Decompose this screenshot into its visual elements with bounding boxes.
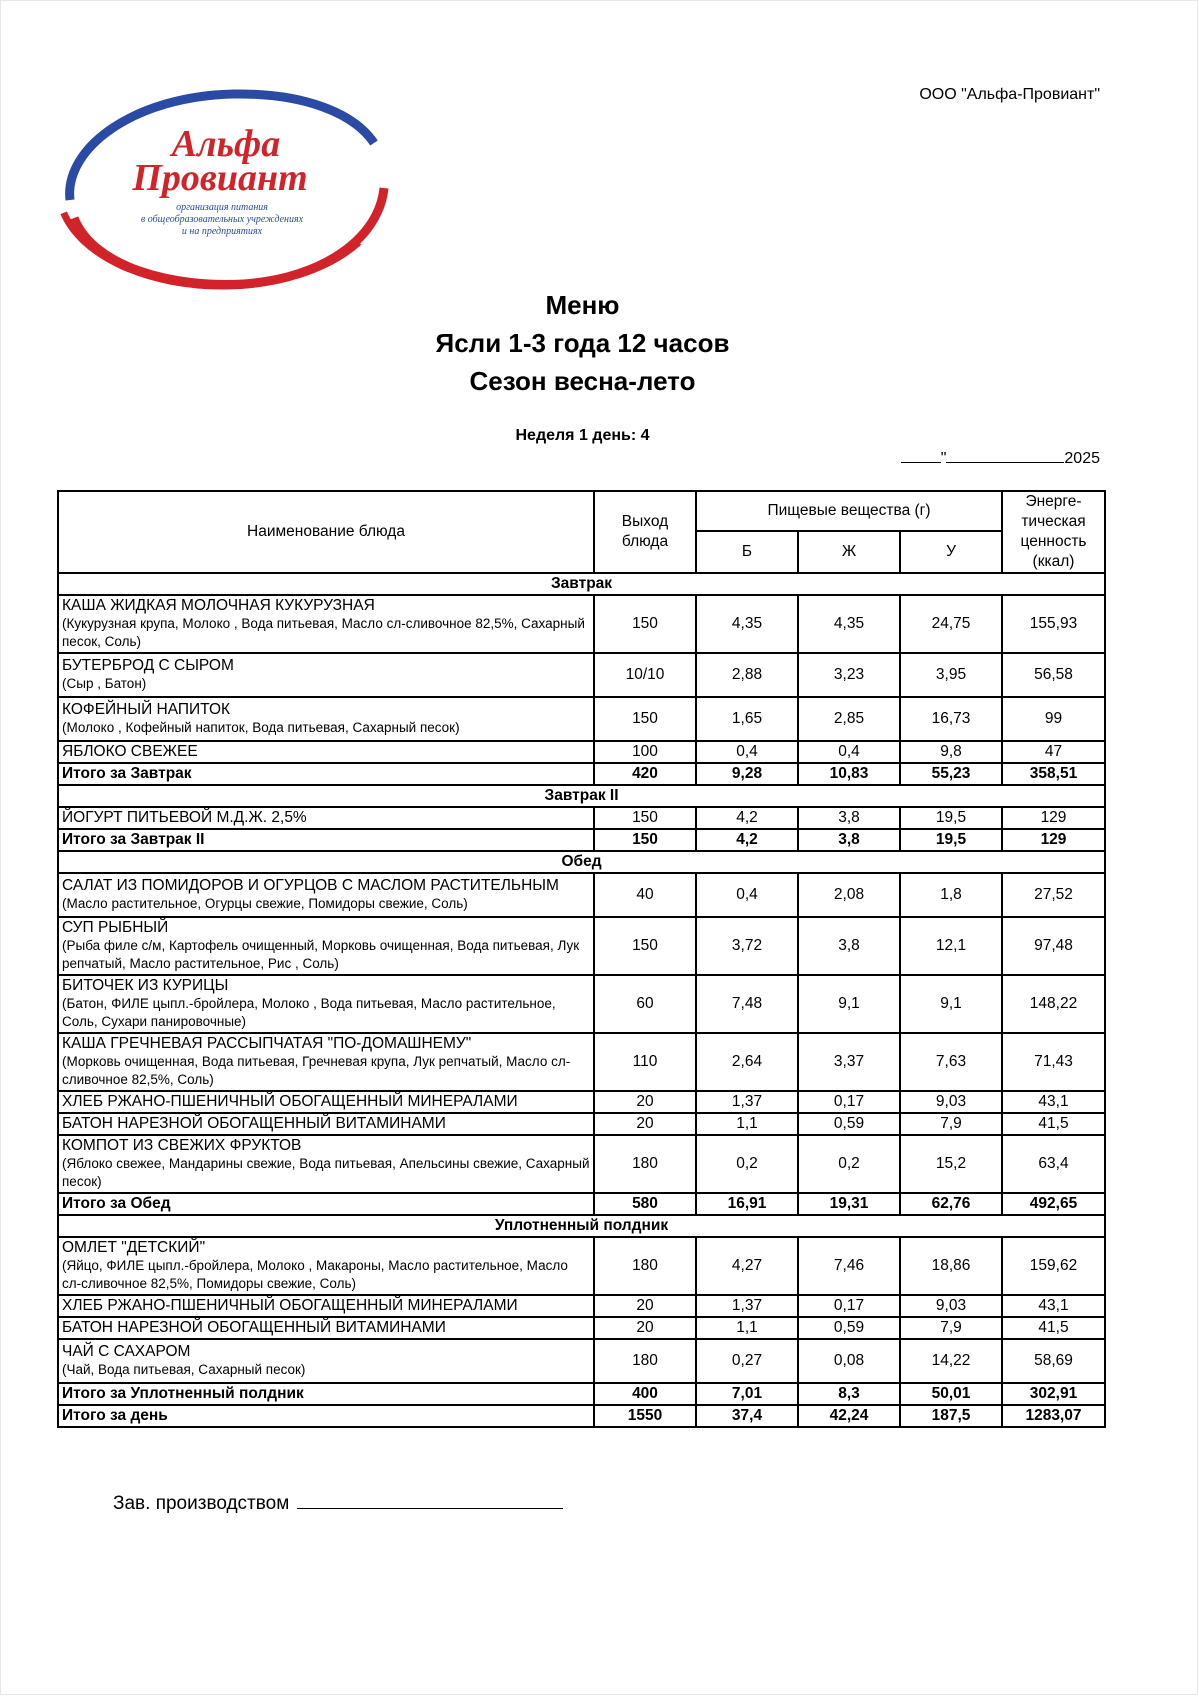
cell-yield: 60 — [594, 975, 696, 1033]
cell-b: 2,64 — [696, 1033, 798, 1091]
cell-kcal: 129 — [1002, 807, 1105, 829]
cell-b: 4,2 — [696, 807, 798, 829]
section-header-row — [58, 851, 1105, 873]
cell-yield: 20 — [594, 1317, 696, 1339]
cell-b: 0,27 — [696, 1339, 798, 1383]
dish-title: БУТЕРБРОД С СЫРОМ — [62, 657, 234, 674]
dish-name-cell — [58, 1135, 594, 1193]
dish-name-cell — [58, 1317, 594, 1339]
cell-zh: 3,8 — [798, 829, 900, 851]
cell-u: 24,75 — [900, 595, 1002, 653]
dish-row — [58, 697, 1105, 741]
day-total-label: Итого за день — [58, 1405, 594, 1427]
cell-yield: 180 — [594, 1237, 696, 1295]
section-total-row — [58, 829, 1105, 851]
cell-zh: 3,8 — [798, 917, 900, 975]
cell-yield: 150 — [594, 917, 696, 975]
cell-zh: 7,46 — [798, 1237, 900, 1295]
dish-title: КОМПОТ ИЗ СВЕЖИХ ФРУКТОВ — [62, 1137, 302, 1154]
col-header-b: Б — [696, 531, 798, 573]
dish-name-cell — [58, 595, 594, 653]
dish-name-cell — [58, 1295, 594, 1317]
cell-u: 7,9 — [900, 1317, 1002, 1339]
dish-row — [58, 595, 1105, 653]
date-day-blank — [901, 448, 941, 463]
cell-yield: 400 — [594, 1383, 696, 1405]
cell-yield: 40 — [594, 873, 696, 917]
cell-yield: 20 — [594, 1295, 696, 1317]
dish-ingredients: (Чай, Вода питьевая, Сахарный песок) — [62, 1362, 306, 1377]
dish-title: ЯБЛОКО СВЕЖЕЕ — [62, 743, 198, 760]
cell-zh: 9,1 — [798, 975, 900, 1033]
total-label: Итого за Обед — [58, 1193, 594, 1215]
dish-title: ЧАЙ С САХАРОМ — [62, 1343, 191, 1360]
dish-name-cell — [58, 807, 594, 829]
cell-kcal: 41,5 — [1002, 1113, 1105, 1135]
day-total-row — [58, 1405, 1105, 1427]
cell-b: 16,91 — [696, 1193, 798, 1215]
section-title: Завтрак — [58, 573, 1105, 595]
cell-kcal: 71,43 — [1002, 1033, 1105, 1091]
section-title: Завтрак II — [58, 785, 1105, 807]
cell-yield: 20 — [594, 1091, 696, 1113]
cell-kcal: 302,91 — [1002, 1383, 1105, 1405]
cell-b: 7,01 — [696, 1383, 798, 1405]
cell-u: 19,5 — [900, 807, 1002, 829]
cell-kcal: 148,22 — [1002, 975, 1105, 1033]
cell-zh: 3,23 — [798, 653, 900, 697]
cell-kcal: 159,62 — [1002, 1237, 1105, 1295]
cell-zh: 0,2 — [798, 1135, 900, 1193]
date-line — [901, 448, 1100, 468]
dish-title: КОФЕЙНЫЙ НАПИТОК — [62, 701, 231, 718]
cell-zh: 3,37 — [798, 1033, 900, 1091]
dish-row — [58, 917, 1105, 975]
dish-title: САЛАТ ИЗ ПОМИДОРОВ И ОГУРЦОВ С МАСЛОМ РАСТИТЕЛЬНЫМ — [62, 877, 559, 894]
cell-kcal: 358,51 — [1002, 763, 1105, 785]
dish-row — [58, 1135, 1105, 1193]
cell-yield: 580 — [594, 1193, 696, 1215]
cell-zh: 2,85 — [798, 697, 900, 741]
dish-ingredients: (Морковь очищенная, Вода питьевая, Гречневая крупа, Лук репчатый, Масло сл-сливочное 82,5%, Соль) — [62, 1054, 571, 1087]
cell-u: 1,8 — [900, 873, 1002, 917]
cell-kcal: 99 — [1002, 697, 1105, 741]
section-total-row — [58, 1383, 1105, 1405]
dish-name-cell — [58, 1339, 594, 1383]
cell-zh: 0,59 — [798, 1113, 900, 1135]
cell-zh: 2,08 — [798, 873, 900, 917]
cell-u: 62,76 — [900, 1193, 1002, 1215]
cell-zh: 42,24 — [798, 1405, 900, 1427]
cell-yield: 150 — [594, 595, 696, 653]
cell-yield: 20 — [594, 1113, 696, 1135]
company-logo — [54, 88, 390, 292]
cell-yield: 420 — [594, 763, 696, 785]
dish-title: ЙОГУРТ ПИТЬЕВОЙ М.Д.Ж. 2,5% — [62, 809, 307, 826]
cell-b: 37,4 — [696, 1405, 798, 1427]
dish-row — [58, 1033, 1105, 1091]
cell-zh: 8,3 — [798, 1383, 900, 1405]
dish-title: ОМЛЕТ "ДЕТСКИЙ" — [62, 1239, 206, 1256]
cell-yield: 180 — [594, 1339, 696, 1383]
dish-title: БИТОЧЕК ИЗ КУРИЦЫ — [62, 977, 229, 994]
date-year: 2025 — [1064, 450, 1100, 467]
menu-subtitle: Ясли 1-3 года 12 часов — [435, 328, 730, 358]
cell-u: 18,86 — [900, 1237, 1002, 1295]
cell-u: 3,95 — [900, 653, 1002, 697]
logo-title-2: Провиант — [132, 157, 308, 199]
section-header-row — [58, 573, 1105, 595]
col-header-yield: Выход блюда — [594, 491, 696, 573]
section-total-row — [58, 1193, 1105, 1215]
dish-name-cell — [58, 1113, 594, 1135]
signature-line — [297, 1492, 563, 1509]
dish-ingredients: (Кукурузная крупа, Молоко , Вода питьевая, Масло сл-сливочное 82,5%, Сахарный песок, Соль) — [62, 616, 585, 649]
signature-block — [113, 1492, 563, 1515]
dish-row — [58, 1091, 1105, 1113]
cell-zh: 0,59 — [798, 1317, 900, 1339]
dish-row — [58, 975, 1105, 1033]
dish-name-cell — [58, 873, 594, 917]
dish-name-cell — [58, 653, 594, 697]
dish-row — [58, 1237, 1105, 1295]
cell-kcal: 41,5 — [1002, 1317, 1105, 1339]
dish-row — [58, 1317, 1105, 1339]
dish-title: СУП РЫБНЫЙ — [62, 919, 169, 936]
cell-kcal: 43,1 — [1002, 1091, 1105, 1113]
cell-kcal: 47 — [1002, 741, 1105, 763]
cell-zh: 0,08 — [798, 1339, 900, 1383]
dish-title: КАША ЖИДКАЯ МОЛОЧНАЯ КУКУРУЗНАЯ — [62, 597, 375, 614]
dish-name-cell — [58, 697, 594, 741]
section-total-row — [58, 763, 1105, 785]
cell-b: 3,72 — [696, 917, 798, 975]
dish-row — [58, 1339, 1105, 1383]
signature-label: Зав. производством — [113, 1493, 290, 1514]
section-title: Обед — [58, 851, 1105, 873]
cell-b: 1,37 — [696, 1091, 798, 1113]
cell-b: 0,2 — [696, 1135, 798, 1193]
cell-kcal: 492,65 — [1002, 1193, 1105, 1215]
cell-b: 1,1 — [696, 1317, 798, 1339]
cell-kcal: 27,52 — [1002, 873, 1105, 917]
cell-u: 14,22 — [900, 1339, 1002, 1383]
dish-name-cell — [58, 1237, 594, 1295]
dish-row — [58, 741, 1105, 763]
total-label: Итого за Завтрак — [58, 763, 594, 785]
cell-u: 50,01 — [900, 1383, 1002, 1405]
cell-b: 4,2 — [696, 829, 798, 851]
cell-zh: 10,83 — [798, 763, 900, 785]
dish-title: БАТОН НАРЕЗНОЙ ОБОГАЩЕННЫЙ ВИТАМИНАМИ — [62, 1319, 446, 1336]
cell-kcal: 58,69 — [1002, 1339, 1105, 1383]
cell-b: 0,4 — [696, 873, 798, 917]
dish-row — [58, 653, 1105, 697]
section-header-row — [58, 1215, 1105, 1237]
dish-ingredients: (Молоко , Кофейный напиток, Вода питьевая, Сахарный песок) — [62, 720, 460, 735]
cell-u: 16,73 — [900, 697, 1002, 741]
table-body — [58, 573, 1105, 1427]
logo-sub-2: в общеобразовательных учреждениях — [140, 214, 304, 225]
cell-zh: 19,31 — [798, 1193, 900, 1215]
cell-b: 4,35 — [696, 595, 798, 653]
dish-name-cell — [58, 1033, 594, 1091]
cell-b: 7,48 — [696, 975, 798, 1033]
cell-u: 12,1 — [900, 917, 1002, 975]
cell-b: 1,1 — [696, 1113, 798, 1135]
table-header — [58, 491, 1105, 573]
cell-kcal: 43,1 — [1002, 1295, 1105, 1317]
dish-ingredients: (Яблоко свежее, Мандарины свежие, Вода питьевая, Апельсины свежие, Сахарный песок) — [62, 1156, 590, 1189]
col-header-energy: Энерге-тическая ценность (ккал) — [1002, 491, 1105, 573]
logo-sub-1: организация питания — [176, 202, 268, 213]
total-label: Итого за Завтрак II — [58, 829, 594, 851]
cell-b: 2,88 — [696, 653, 798, 697]
cell-u: 7,9 — [900, 1113, 1002, 1135]
cell-kcal: 63,4 — [1002, 1135, 1105, 1193]
cell-yield: 150 — [594, 807, 696, 829]
dish-title: КАША ГРЕЧНЕВАЯ РАССЫПЧАТАЯ "ПО-ДОМАШНЕМУ" — [62, 1035, 472, 1052]
dish-name-cell — [58, 741, 594, 763]
logo-sub-3: и на предприятиях — [181, 226, 263, 237]
cell-u: 7,63 — [900, 1033, 1002, 1091]
cell-zh: 0,4 — [798, 741, 900, 763]
cell-yield: 150 — [594, 697, 696, 741]
cell-u: 9,03 — [900, 1091, 1002, 1113]
col-header-zh: Ж — [798, 531, 900, 573]
col-header-name: Наименование блюда — [58, 491, 594, 573]
section-title: Уплотненный полдник — [58, 1215, 1105, 1237]
cell-u: 9,8 — [900, 741, 1002, 763]
cell-yield: 180 — [594, 1135, 696, 1193]
cell-kcal: 1283,07 — [1002, 1405, 1105, 1427]
col-header-u: У — [900, 531, 1002, 573]
cell-b: 1,65 — [696, 697, 798, 741]
cell-b: 4,27 — [696, 1237, 798, 1295]
cell-u: 187,5 — [900, 1405, 1002, 1427]
company-name: ООО "Альфа-Провиант" — [919, 86, 1100, 103]
cell-kcal: 97,48 — [1002, 917, 1105, 975]
cell-b: 1,37 — [696, 1295, 798, 1317]
cell-u: 15,2 — [900, 1135, 1002, 1193]
cell-b: 9,28 — [696, 763, 798, 785]
cell-kcal: 155,93 — [1002, 595, 1105, 653]
logo-title-1: Альфа — [171, 123, 281, 165]
cell-yield: 110 — [594, 1033, 696, 1091]
cell-u: 55,23 — [900, 763, 1002, 785]
cell-zh: 0,17 — [798, 1295, 900, 1317]
dish-name-cell — [58, 917, 594, 975]
dish-title: ХЛЕБ РЖАНО-ПШЕНИЧНЫЙ ОБОГАЩЕННЫЙ МИНЕРАЛАМИ — [62, 1093, 518, 1110]
week-day: Неделя 1 день: 4 — [515, 427, 650, 444]
dish-title: ХЛЕБ РЖАНО-ПШЕНИЧНЫЙ ОБОГАЩЕННЫЙ МИНЕРАЛАМИ — [62, 1297, 518, 1314]
cell-u: 9,1 — [900, 975, 1002, 1033]
cell-b: 0,4 — [696, 741, 798, 763]
dish-row — [58, 807, 1105, 829]
dish-name-cell — [58, 1091, 594, 1113]
section-header-row — [58, 785, 1105, 807]
dish-row — [58, 1295, 1105, 1317]
col-header-nutrients: Пищевые вещества (г) — [696, 491, 1002, 531]
dish-ingredients: (Сыр , Батон) — [62, 676, 147, 691]
cell-u: 9,03 — [900, 1295, 1002, 1317]
cell-kcal: 129 — [1002, 829, 1105, 851]
menu-table — [57, 490, 1106, 1428]
menu-title: Меню — [545, 290, 620, 320]
cell-zh: 3,8 — [798, 807, 900, 829]
cell-yield: 1550 — [594, 1405, 696, 1427]
cell-u: 19,5 — [900, 829, 1002, 851]
dish-ingredients: (Рыба филе с/м, Картофель очищенный, Морковь очищенная, Вода питьевая, Лук репчатый, Масло растительное, Рис , Соль) — [62, 938, 580, 971]
cell-kcal: 56,58 — [1002, 653, 1105, 697]
cell-yield: 150 — [594, 829, 696, 851]
date-quote: " — [940, 450, 947, 467]
cell-zh: 4,35 — [798, 595, 900, 653]
cell-zh: 0,17 — [798, 1091, 900, 1113]
menu-season: Сезон весна-лето — [469, 366, 696, 396]
dish-name-cell — [58, 975, 594, 1033]
date-month-blank — [946, 448, 1064, 463]
dish-row — [58, 1113, 1105, 1135]
dish-title: БАТОН НАРЕЗНОЙ ОБОГАЩЕННЫЙ ВИТАМИНАМИ — [62, 1115, 446, 1132]
dish-ingredients: (Яйцо, ФИЛЕ цыпл.-бройлера, Молоко , Макароны, Масло растительное, Масло сл-сливочное 82,5%, Помидоры свежие, Соль) — [62, 1258, 568, 1291]
dish-ingredients: (Батон, ФИЛЕ цыпл.-бройлера, Молоко , Вода питьевая, Масло растительное, Соль, Сухари панировочные) — [62, 996, 556, 1029]
cell-yield: 100 — [594, 741, 696, 763]
dish-row — [58, 873, 1105, 917]
cell-yield: 10/10 — [594, 653, 696, 697]
dish-ingredients: (Масло растительное, Огурцы свежие, Помидоры свежие, Соль) — [62, 896, 468, 911]
total-label: Итого за Уплотненный полдник — [58, 1383, 594, 1405]
